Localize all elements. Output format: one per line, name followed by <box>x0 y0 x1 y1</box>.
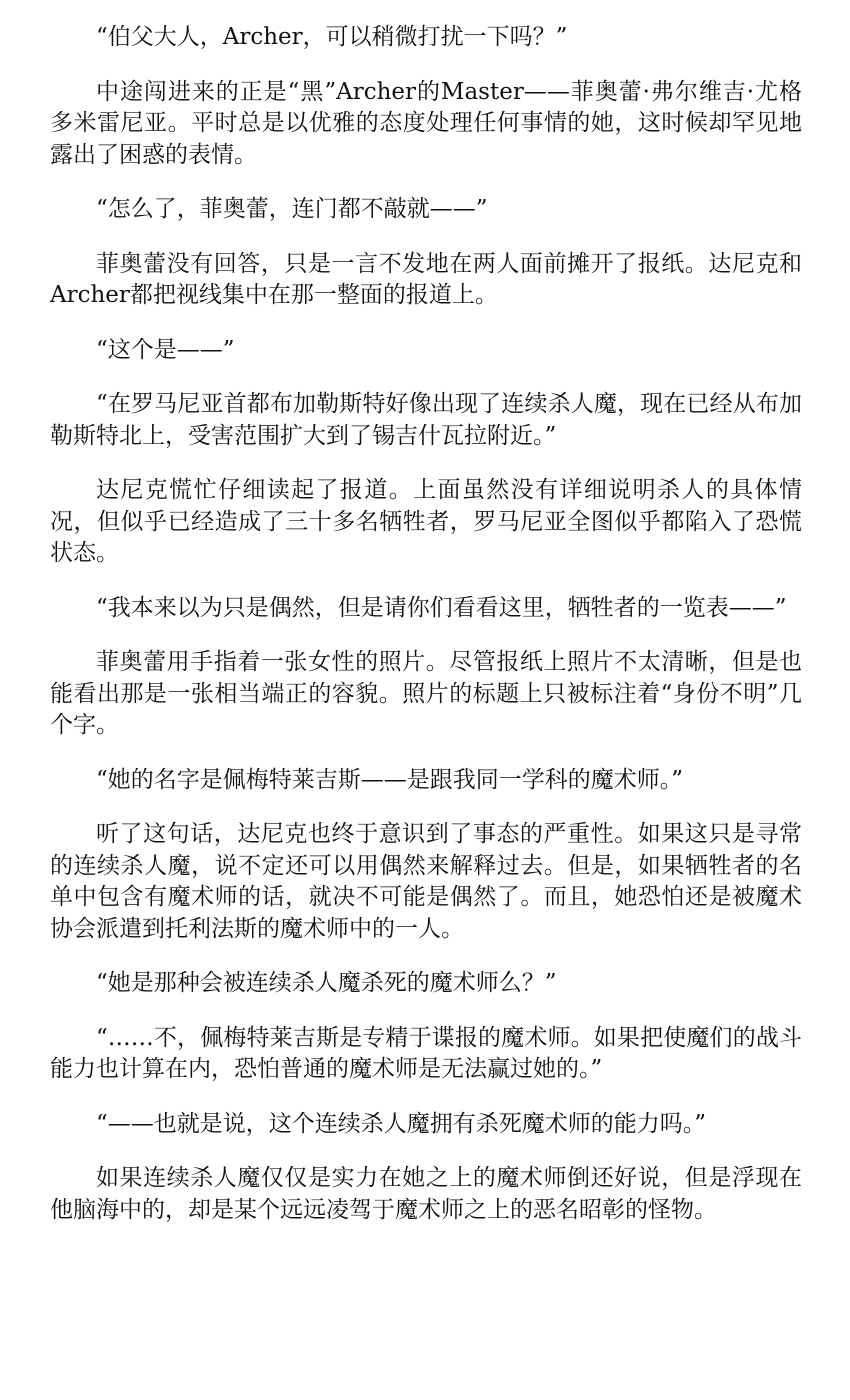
paragraph: 中途闯进来的正是“黑”Archer的Master——菲奥蕾·弗尔维吉·尤格多米雷尼亚。平时总是以优雅的态度处理任何事情的她，这时候却罕见地露出了困惑的表情。 <box>50 78 802 168</box>
paragraph: “伯父大人，Archer，可以稍微打扰一下吗？” <box>96 24 568 50</box>
paragraph: “……不，佩梅特莱吉斯是专精于谍报的魔术师。如果把使魔们的战斗能力也计算在内，恐怕普通的魔术师是无法赢过她的。” <box>50 1024 802 1082</box>
paragraph: “这个是——” <box>96 336 235 363</box>
paragraph: “她的名字是佩梅特莱吉斯——是跟我同一学科的魔术师。” <box>96 766 684 793</box>
paragraph: 如果连续杀人魔仅仅是实力在她之上的魔术师倒还好说，但是浮现在他脑海中的，却是某个远远凌驾于魔术师之上的恶名昭彰的怪物。 <box>50 1165 802 1223</box>
document-body <box>50 22 802 1249</box>
paragraph: 菲奥蕾用手指着一张女性的照片。尽管报纸上照片不太清晰，但是也能看出那是一张相当端正的容貌。照片的标题上只被标注着“身份不明”几个字。 <box>50 649 802 738</box>
paragraph: “我本来以为只是偶然，但是请你们看看这里，牺牲者的一览表——” <box>96 594 787 621</box>
paragraph: “——也就是说，这个连续杀人魔拥有杀死魔术师的能力吗。” <box>96 1110 707 1137</box>
paragraph: “她是那种会被连续杀人魔杀死的魔术师么？” <box>96 970 557 996</box>
paragraph: 达尼克慌忙仔细读起了报道。上面虽然没有详细说明杀人的具体情况，但似乎已经造成了三十多名牺牲者，罗马尼亚全图似乎都陷入了恐慌状态。 <box>50 477 802 566</box>
paragraph: “怎么了，菲奥蕾，连门都不敲就——” <box>96 196 488 222</box>
paragraph: 听了这句话，达尼克也终于意识到了事态的严重性。如果这只是寻常的连续杀人魔，说不定还可以用偶然来解释过去。但是，如果牺牲者的名单中包含有魔术师的话，就决不可能是偶然了。而且，她恐怕还是被魔术协会派遣到托利法斯的魔术师中的一人。 <box>50 821 802 942</box>
paragraph: “在罗马尼亚首都布加勒斯特好像出现了连续杀人魔，现在已经从布加勒斯特北上，受害范围扩大到了锡吉什瓦拉附近。” <box>50 391 802 449</box>
paragraph: 菲奥蕾没有回答，只是一言不发地在两人面前摊开了报纸。达尼克和Archer都把视线集中在那一整面的报道上。 <box>50 250 802 308</box>
